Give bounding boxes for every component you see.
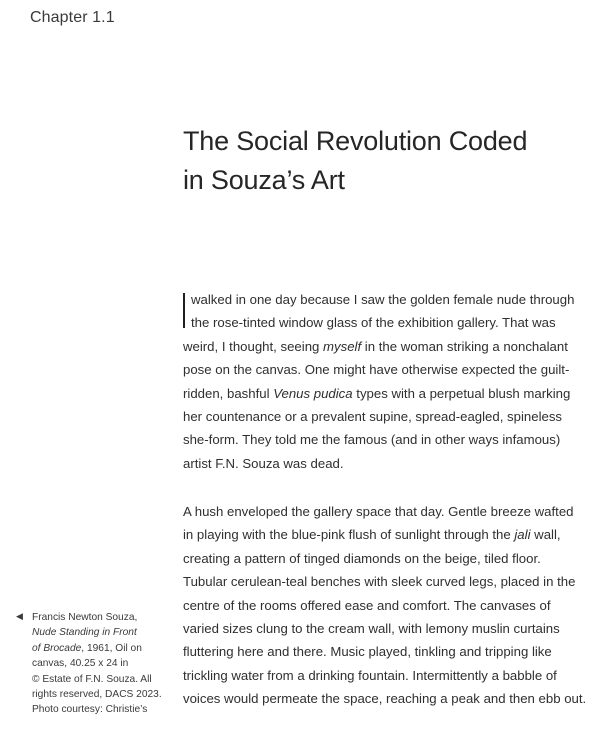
paragraph-line: fluttering here and there. Music played, tinkling and tripping like [183, 644, 552, 660]
paragraph-line: A hush enveloped the gallery space that day. Gentle breeze wafted [183, 504, 574, 519]
paragraph-line: ridden, bashful Venus pudica types with a perpetual blush marking [183, 385, 571, 401]
paragraph-line: pose on the canvas. One might have otherwise expected the guilt- [183, 362, 570, 378]
emphasis-myself: myself [323, 338, 362, 354]
paragraph-line: weird, I thought, seeing myself in the woman striking a nonchalant [183, 338, 568, 354]
emphasis-jali: jali [514, 527, 531, 543]
caption-line: Photo courtesy: Christie’s [32, 704, 148, 716]
paragraph-1 [183, 288, 575, 475]
chapter-label: Chapter 1.1 [30, 9, 115, 26]
paragraph-line: walked in one day because I saw the golden female nude through [191, 292, 575, 307]
title-line-1: The Social Revolution Coded [183, 126, 528, 156]
paragraph-line: creating a pattern of tinged diamonds on the beige, tiled floor. [183, 550, 541, 566]
paragraph-line: voices would permeate the space, reaching a peak and then ebb out. [183, 691, 587, 707]
paragraph-line: varied sizes clung to the cream wall, with lemony muslin curtains [183, 621, 560, 637]
paragraph-line: artist F.N. Souza was dead. [183, 455, 344, 471]
paragraph-line: trickling water from a drinking fountain. Intermittently a babble of [183, 667, 557, 683]
caption-pointer-icon: ◀ [16, 611, 23, 621]
caption-line: rights reserved, DACS 2023. [32, 689, 162, 701]
caption-line: Francis Newton Souza, [32, 612, 138, 623]
figure-caption [32, 610, 164, 718]
caption-line: © Estate of F.N. Souza. All [32, 673, 152, 685]
caption-line: Nude Standing in Front [32, 627, 137, 639]
caption-line: canvas, 40.25 x 24 in [32, 658, 129, 670]
title-line-2: in Souza’s Art [183, 165, 345, 195]
article-title [183, 122, 583, 200]
caption-line: of Brocade, 1961, Oil on [32, 642, 142, 654]
paragraph-line: centre of the rooms offered ease and comfort. The canvases of [183, 597, 551, 613]
paragraph-line: her countenance or a prevalent supine, spread-eagled, spineless [183, 409, 563, 425]
paragraph-2 [183, 500, 587, 711]
emphasis-venus-pudica: Venus pudica [273, 385, 353, 401]
paragraph-line: in playing with the blue-pink flush of sunlight through the jali wall, [183, 527, 561, 543]
paragraph-line: the rose-tinted window glass of the exhibition gallery. That was [191, 315, 556, 331]
paragraph-line: she-form. They told me the famous (and in other ways infamous) [183, 432, 561, 448]
paragraph-line: Tubular cerulean-teal benches with sleek curved legs, placed in the [183, 574, 576, 590]
